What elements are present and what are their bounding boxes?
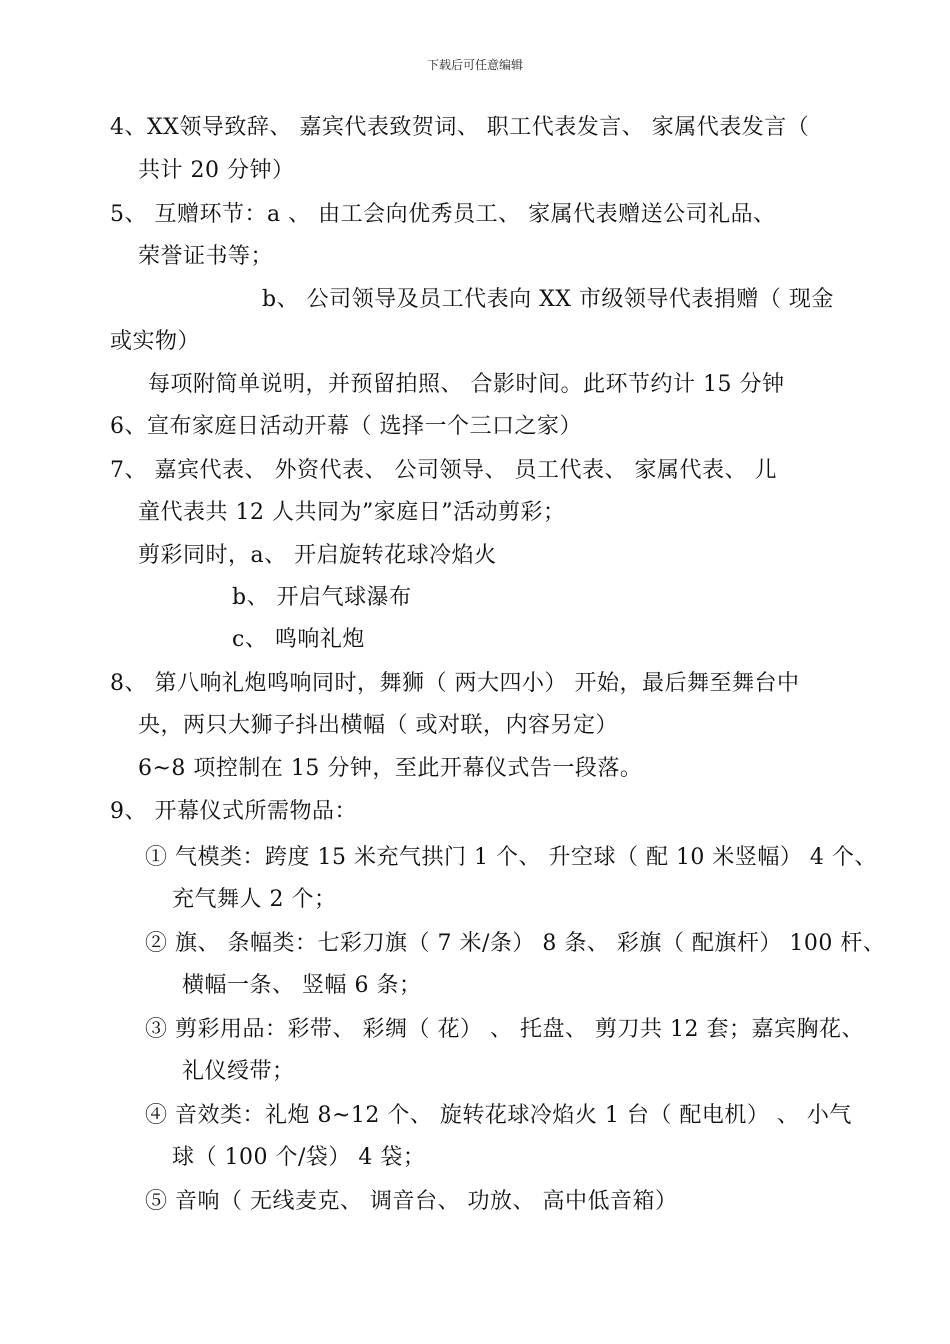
line-item-9: 9、 开幕仪式所需物品： <box>110 799 357 824</box>
line-item-5b: b、 公司领导及员工代表向 XX 市级领导代表捐赠（ 现金 <box>262 287 834 312</box>
line-item-9-5: ⑤ 音响（ 无线麦克、 调音台、 功放、 高中低音箱） <box>145 1189 678 1214</box>
line-item-9-1: ① 气模类：跨度 15 米充气拱门 1 个、 升空球（ 配 10 米竖幅） 4 个、 <box>145 845 877 870</box>
line-item-7c: c、 鸣响礼炮 <box>232 627 365 652</box>
line-item-9-1-cont: 充气舞人 2 个； <box>172 887 337 912</box>
line-item-9-2-cont: 横幅一条、 竖幅 6 条； <box>182 973 422 998</box>
line-item-6: 6、宣布家庭日活动开幕（ 选择一个三口之家） <box>110 414 582 439</box>
line-item-4-cont: 共计 20 分钟） <box>138 158 295 183</box>
line-item-7a: 剪彩同时，a、 开启旋转花球冷焰火 <box>138 543 497 568</box>
line-item-4: 4、XX领导致辞、 嘉宾代表致贺词、 职工代表发言、 家属代表发言（ <box>110 115 810 140</box>
line-item-8-cont: 央，两只大狮子抖出横幅（ 或对联，内容另定） <box>138 713 618 738</box>
line-item-7b: b、 开启气球瀑布 <box>232 585 412 610</box>
line-item-9-3: ③ 剪彩用品：彩带、 彩绸（ 花） 、 托盘、 剪刀共 12 套；嘉宾胸花、 <box>145 1017 864 1042</box>
line-item-8-note: 6~8 项控制在 15 分钟，至此开幕仪式告一段落。 <box>138 756 643 781</box>
line-item-5: 5、 互赠环节：a 、 由工会向优秀员工、 家属代表赠送公司礼品、 <box>110 202 776 227</box>
line-item-5-note: 每项附简单说明，并预留拍照、 合影时间。此环节约计 15 分钟 <box>148 372 785 397</box>
line-item-8: 8、 第八响礼炮鸣响同时，舞狮（ 两大四小） 开始，最后舞至舞台中 <box>110 671 800 696</box>
line-item-7: 7、 嘉宾代表、 外资代表、 公司领导、 员工代表、 家属代表、 儿 <box>110 458 777 483</box>
line-item-5b-cont: 或实物） <box>110 329 201 354</box>
line-item-9-4-cont: 球（ 100 个/袋） 4 袋； <box>172 1145 426 1170</box>
line-item-9-2: ② 旗、 条幅类：七彩刀旗（ 7 米/条） 8 条、 彩旗（ 配旗杆） 100 杆、 <box>145 931 886 956</box>
line-item-9-4: ④ 音效类：礼炮 8~12 个、 旋转花球冷焰火 1 台（ 配电机） 、 小气 <box>145 1103 852 1128</box>
page-header: 下载后可任意编辑 <box>426 58 523 72</box>
line-item-7-cont: 童代表共 12 人共同为”家庭日”活动剪彩； <box>138 500 566 525</box>
line-item-9-3-cont: 礼仪绶带； <box>182 1059 295 1084</box>
line-item-5-cont: 荣誉证书等； <box>138 244 274 269</box>
